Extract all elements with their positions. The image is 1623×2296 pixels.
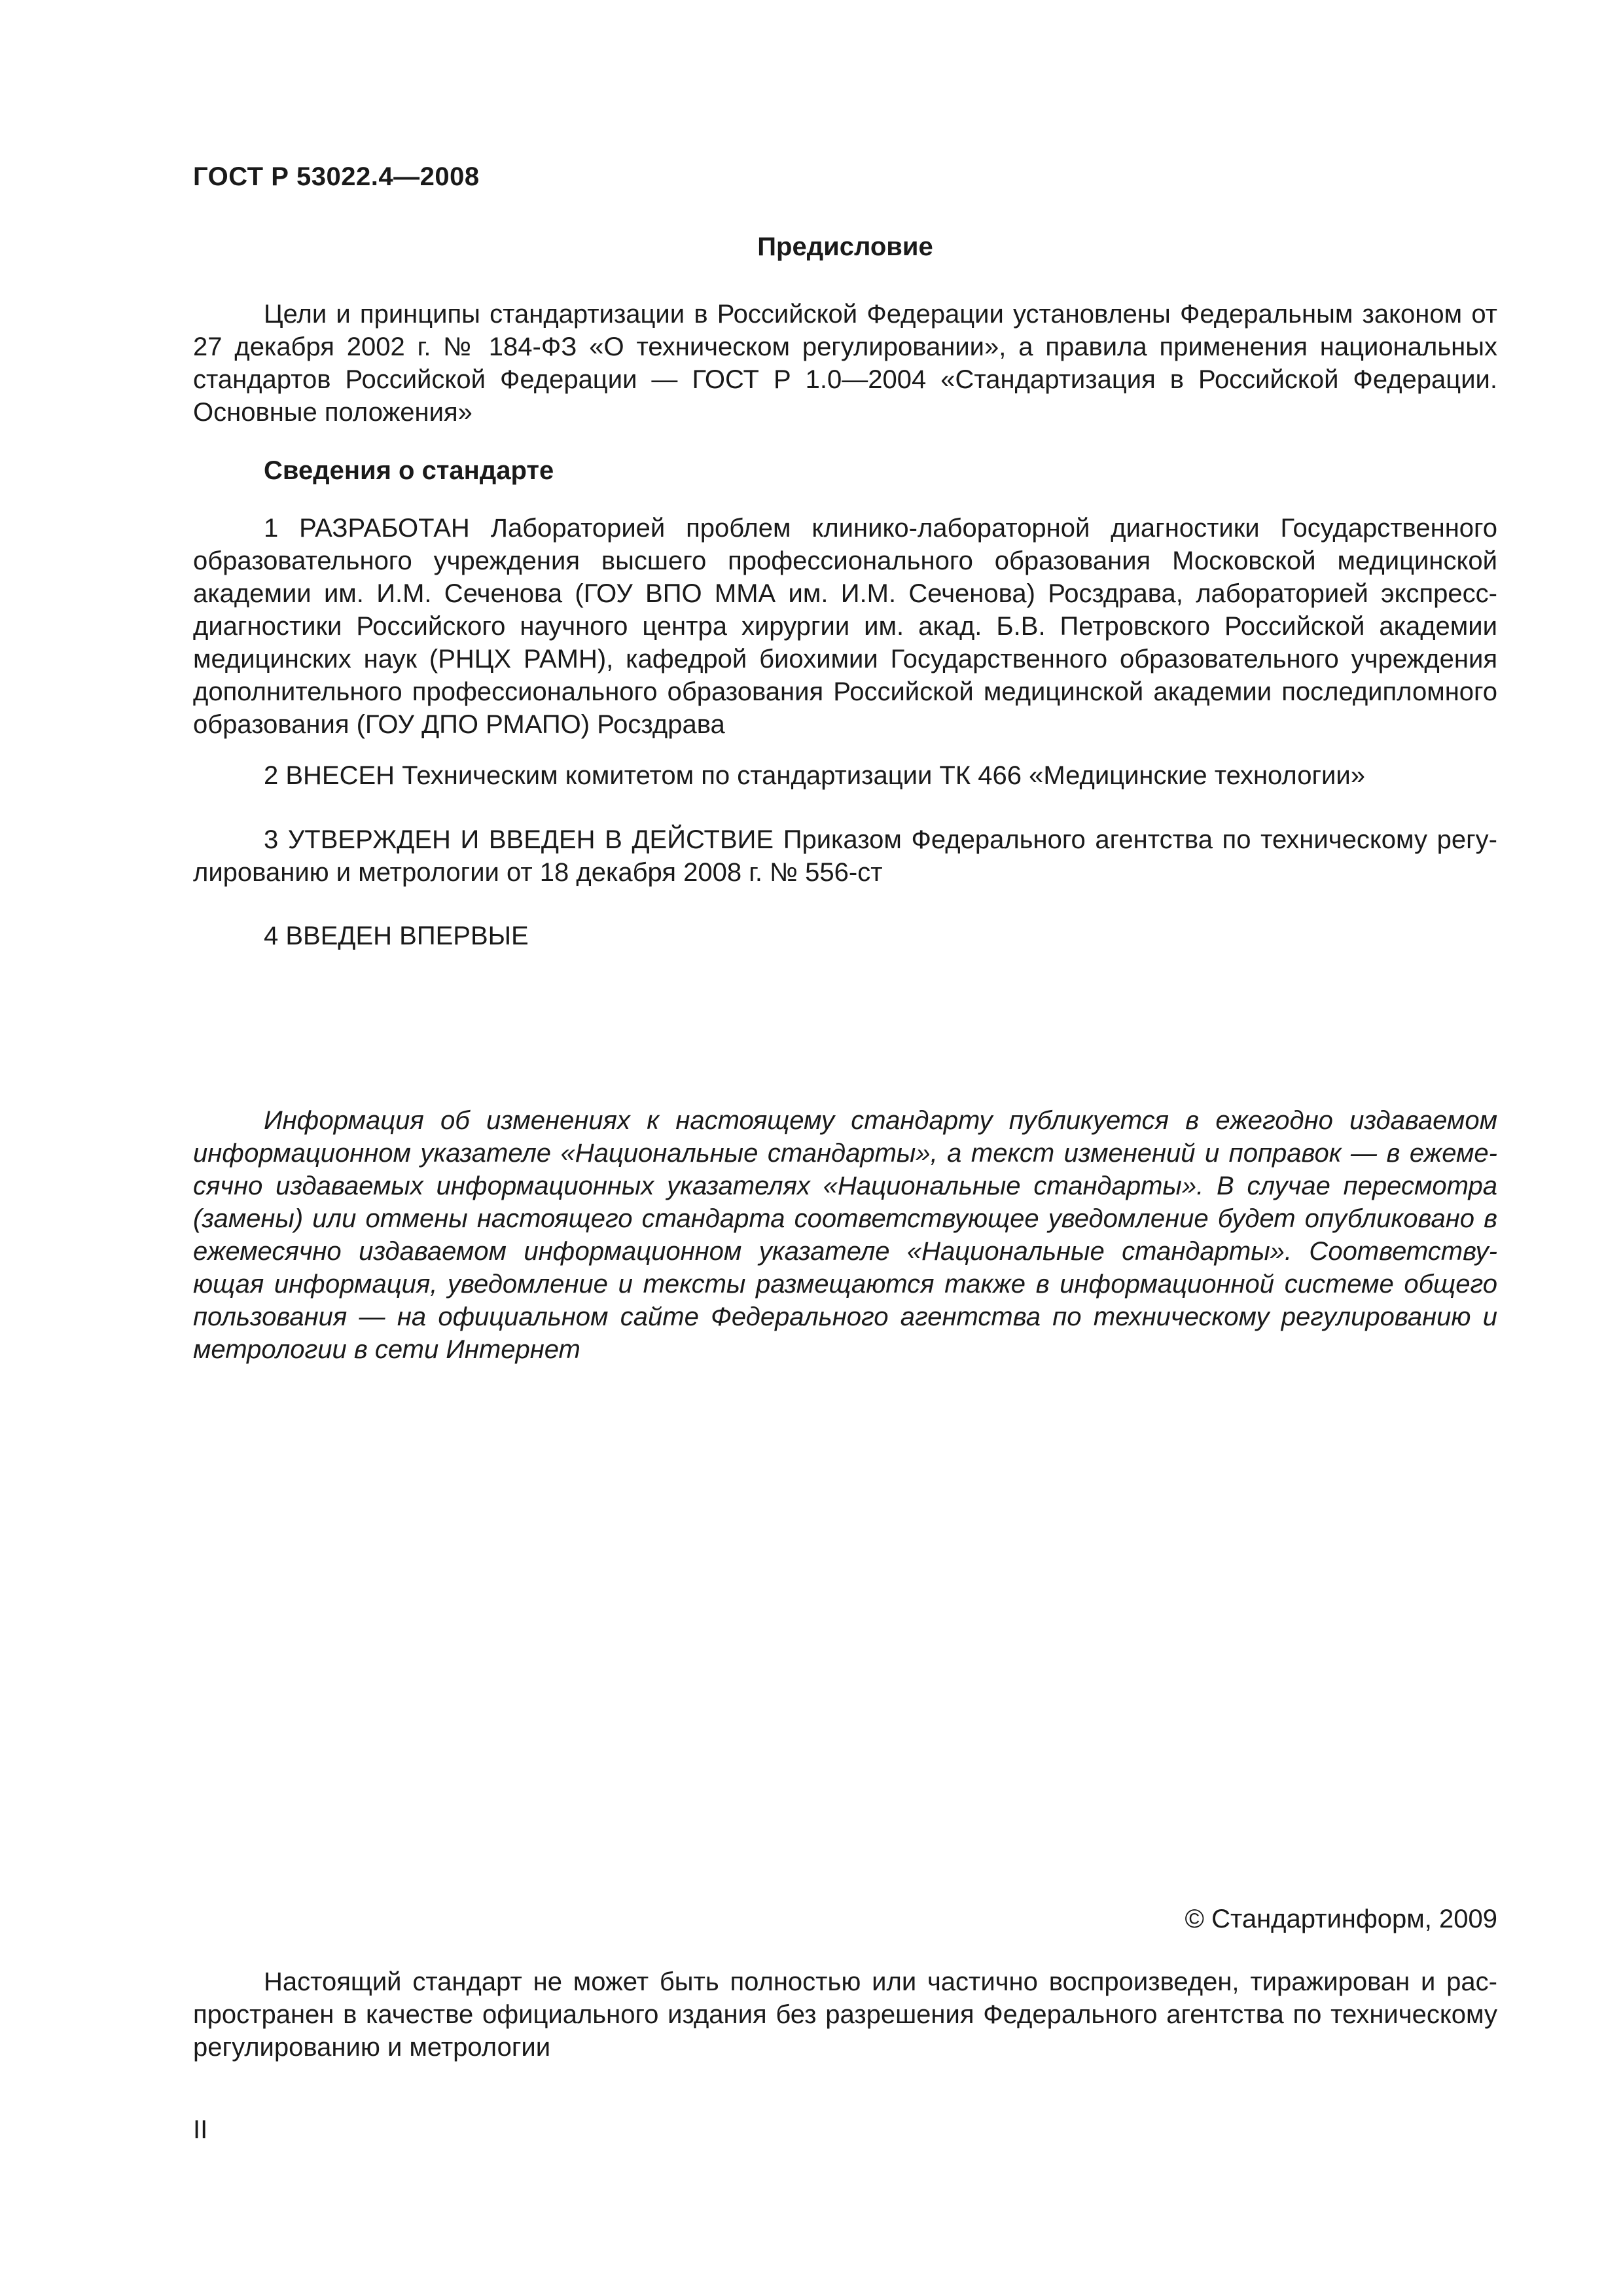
standard-info-item-3: 3 УТВЕРЖДЕН И ВВЕДЕН В ДЕЙСТВИЕ Приказом Федерального агентства по техническому регулированию и метрологии от 18 декабря 2008 г. № 556-ст (193, 825, 1497, 887)
standard-info-item-1: 1 РАЗРАБОТАН Лабораторией проблем клинико-лабораторной диагностики Государственного образовательного учреждения высшего профессионального образования Московской медицинской академии им. И.М. Сеченова (ГОУ ВПО ММА им. И.М. Сеченова) Росздрава, лабораторией экспресс-диагностики Российского научного центра хирургии им. акад. Б.В. Петровского Российской академии медицинских наук (РНЦХ РАМН), кафедрой биохимии Государственного образовательного учреждения дополнительного профессионального образования Российской медицинской академии последипломного образования (ГОУ ДПО РМАПО) Росздрава (193, 514, 1497, 739)
preface-title: Предисловие (757, 232, 933, 261)
document-code-header: ГОСТ Р 53022.4—2008 (193, 162, 480, 191)
standard-info-item-4: 4 ВВЕДЕН ВПЕРВЫЕ (264, 922, 529, 950)
preface-intro-paragraph: Цели и принципы стандартизации в Российской Федерации установлены Федеральным законом от 27 декабря 2002 г. № 184-ФЗ «О техническом регулировании», а правила применения национальных стандартов Российской Федерации — ГОСТ Р 1.0—2004 «Стандартизация в Российской Федерации. Основные положения» (193, 300, 1497, 427)
standard-info-heading: Сведения о стандарте (264, 456, 554, 485)
standard-info-item-2: 2 ВНЕСЕН Техническим комитетом по стандартизации ТК 466 «Медицинские технологии» (264, 761, 1365, 790)
change-notice-paragraph: Информация об изменениях к настоящему стандарту публикуется в ежегодно издаваемом информационном указателе «Национальные стандарты», а текст изменений и поправок — в ежемесячно издаваемых информационных указателях «Национальные стандарты». В случае пересмотра (замены) или отмены настоящего стандарта соответствующее уведомление будет опубликовано в ежемесячно издаваемом информационном указателе «Национальные стандарты». Соответствующая информация, уведомление и тексты размещаются также в информационной системе общего пользования — на официальном сайте Федерального агентства по техническому регулированию и метрологии в сети Интернет (193, 1106, 1497, 1364)
reproduction-notice-paragraph: Настоящий стандарт не может быть полностью или частично воспроизведен, тиражирован и распространен в качестве официального издания без разрешения Федерального агентства по техническому регулированию и метрологии (193, 1967, 1497, 2062)
page-number: II (193, 2115, 208, 2144)
copyright-notice: © Стандартинформ, 2009 (1185, 1905, 1497, 1933)
